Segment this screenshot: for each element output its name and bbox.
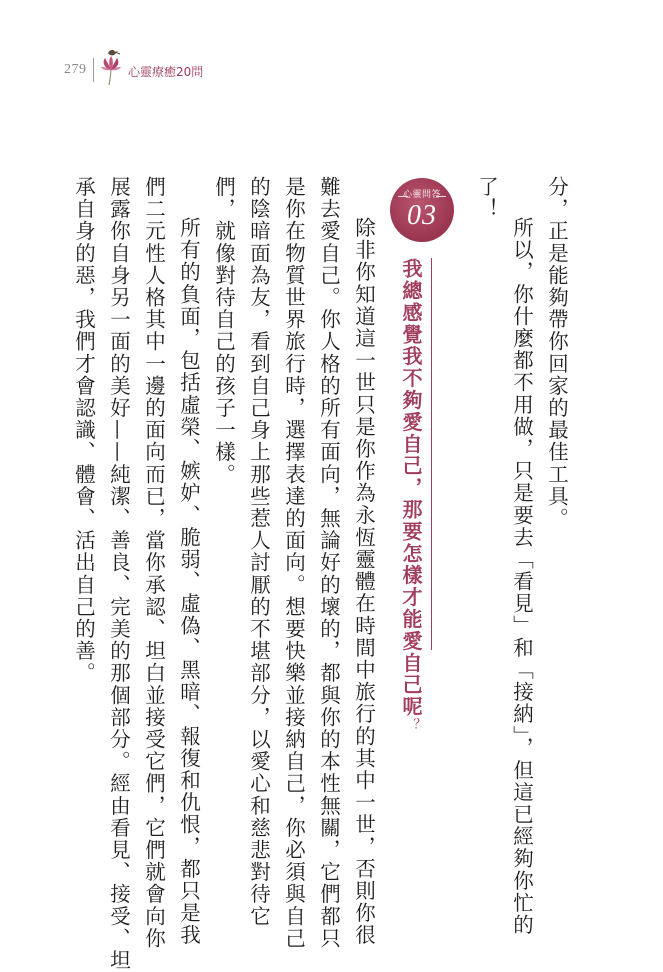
header-divider (93, 58, 94, 82)
lotus-flower-with-bird-icon (96, 46, 126, 86)
question-mark: ？ (404, 717, 419, 733)
body-column-9: 所有的負面，包括虛榮、嫉妒、脆弱、虛偽、黑暗、報復和仇恨，都只是我 (176, 217, 201, 947)
question-text: 我總感覺我不夠愛自己，那要怎樣才能愛自己呢 (399, 258, 423, 718)
book-title: 心靈療癒20問 (128, 65, 204, 79)
body-column-11: 展露你自身另一面的美好——純潔、善良、完美的那個部分。經由看見、接受、坦 (106, 176, 131, 972)
body-column-1: 分，正是能夠帶你回家的最佳工具。 (544, 176, 569, 530)
qa-badge (390, 178, 456, 242)
body-column-4: 除非你知道這一世只是你作為永恆靈體在時間中旅行的其中一世，否則你很 (351, 217, 376, 947)
question-rule (431, 258, 432, 650)
qa-badge-number: 03 (407, 200, 437, 231)
body-column-10: 們二元性人格其中一邊的面向而已，當你承認、坦白並接受它們，它們就會向你 (141, 176, 166, 950)
question-heading (401, 258, 421, 733)
body-column-6: 是你在物質世界旅行時，選擇表達的面向。想要快樂並接納自己，你必須與自己 (281, 176, 306, 950)
body-column-5: 難去愛自己。你人格的所有面向，無論好的壞的，都與你的本性無關，它們都只 (316, 176, 341, 950)
body-column-7: 的陰暗面為友，看到自己身上那些惹人討厭的不堪部分，以愛心和慈悲對待它 (246, 176, 271, 928)
body-column-3: 了！ (474, 176, 499, 221)
body-column-12: 承自身的惡，我們才會認識、體會、活出自己的善。 (71, 176, 96, 685)
page-number: 279 (64, 62, 87, 77)
body-column-2: 所以，你什麼都不用做，只是要去「看見」和「接納」，但這已經夠你忙的 (509, 217, 534, 937)
qa-badge-label: 心靈問答 (402, 190, 441, 200)
body-column-8: 們，就像對待自己的孩子一樣。 (211, 176, 236, 486)
